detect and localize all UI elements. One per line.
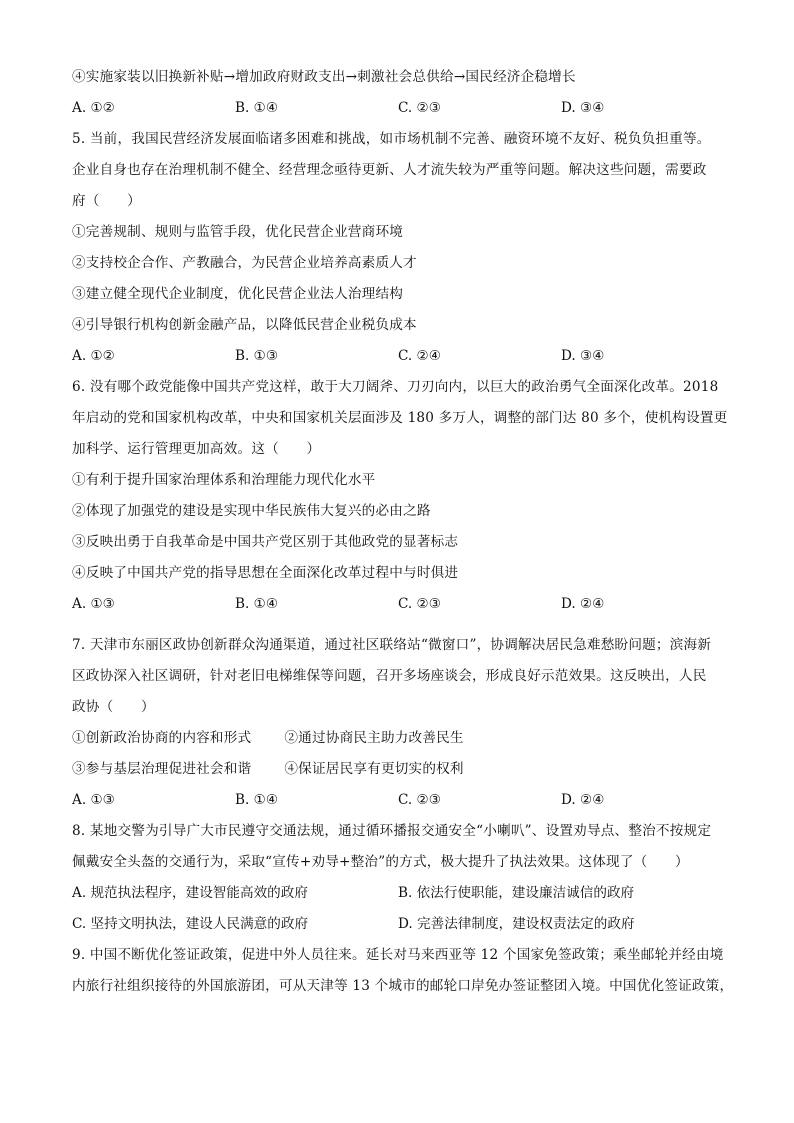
q7-option-a[interactable]: A. ①③ [72,792,115,808]
q5-statement-1: ①完善规制、规则与监管手段，优化民营企业营商环境 [72,224,404,240]
q7-statement-2: ②通过协商民主助力改善民生 [284,730,464,746]
q5-options [72,341,732,372]
q9-stem-line-1: 9. 中国不断优化签证政策，促进中外人员往来。延长对马来西亚等 12 个国家免签政策；乘坐邮轮并经由境 [72,947,724,963]
q7-stem-line-2: 区政协深入社区调研，针对老旧电梯维保等问题，召开多场座谈会，形成良好示范效果。这反映出，人民 [72,668,707,684]
q5-stem-line-2: 企业自身也存在治理机制不健全、经营理念亟待更新、人才流失较为严重等问题。解决这些问题，需要政 [72,162,707,178]
q6-options [72,589,732,620]
spacer [72,620,732,630]
q8-options-row-1 [72,878,732,909]
q8-option-b[interactable]: B. 依法行使职能，建设廉洁诚信的政府 [398,885,635,901]
q6-option-c[interactable]: C. ②③ [398,596,441,612]
q6-stem-line-2: 年启动的党和国家机构改革，中央和国家机关层面涉及 180 多万人，调整的部门达 80 多个，使机构设置更 [72,410,728,426]
q6-stem-line-1: 6. 没有哪个政党能像中国共产党这样，敢于大刀阔斧、刀刃向内，以巨大的政治勇气全面深化改革。2018 [72,379,719,395]
q5-option-c[interactable]: C. ②④ [398,348,441,364]
q7-option-d[interactable]: D. ②④ [561,792,605,808]
q6-statement-1: ①有利于提升国家治理体系和治理能力现代化水平 [72,472,376,488]
q4-option-d[interactable]: D. ③④ [561,100,605,116]
q7-statement-1: ①创新政治协商的内容和形式 [72,730,252,746]
q9-stem-line-2: 内旅行社组织接待的外国旅游团，可从天津等 13 个城市的邮轮口岸免办签证整团入境。中国优化签证政策， [72,978,734,994]
q8-options-row-2 [72,909,732,940]
q8-option-a[interactable]: A. 规范执法程序，建设智能高效的政府 [72,885,308,901]
q7-stem-line-1: 7. 天津市东丽区政协创新群众沟通渠道，通过社区联络站“微窗口”，协调解决居民急难愁盼问题；滨海新 [72,637,712,653]
q8-stem-line-2: 佩戴安全头盔的交通行为，采取“宣传+劝导+整治”的方式，极大提升了执法效果。这体现了（ ） [72,854,689,870]
q7-statement-4: ④保证居民享有更切实的权利 [284,761,464,777]
q4-option-c[interactable]: C. ②③ [398,100,441,116]
q6-statement-3: ③反映出勇于自我革命是中国共产党区别于其他政党的显著标志 [72,534,459,550]
q7-stem-line-3: 政协（ ） [72,699,155,715]
q6-statement-4: ④反映了中国共产党的指导思想在全面深化改革过程中与时俱进 [72,565,459,581]
q4-statement-4: ④实施家装以旧换新补贴→增加政府财政支出→刺激社会总供给→国民经济企稳增长 [72,69,576,85]
q5-stem-line-3: 府（ ） [72,193,141,209]
q7-options [72,785,732,816]
q6-stem-line-3: 加科学、运行管理更加高效。这（ ） [72,441,321,457]
q8-option-c[interactable]: C. 坚持文明执法，建设人民满意的政府 [72,916,309,932]
q4-options [72,93,732,124]
q5-option-d[interactable]: D. ③④ [561,348,605,364]
q4-option-a[interactable]: A. ①② [72,100,115,116]
q5-statement-3: ③建立健全现代企业制度，优化民营企业法人治理结构 [72,286,404,302]
q6-statement-2: ②体现了加强党的建设是实现中华民族伟大复兴的必由之路 [72,503,431,519]
q8-stem-line-1: 8. 某地交警为引导广大市民遵守交通法规，通过循环播报交通安全“小喇叭”、设置劝导点、整治不按规定 [72,823,712,839]
q5-statement-2: ②支持校企合作、产教融合，为民营企业培养高素质人才 [72,255,417,271]
q7-option-c[interactable]: C. ②③ [398,792,441,808]
exam-page [72,62,732,1002]
q5-stem-line-1: 5. 当前，我国民营经济发展面临诸多困难和挑战，如市场机制不完善、融资环境不友好、税负负担重等。 [72,131,711,147]
q5-option-b[interactable]: B. ①③ [235,348,279,364]
q7-statements-row-2 [72,754,732,785]
q6-option-b[interactable]: B. ①④ [235,596,279,612]
q8-option-d[interactable]: D. 完善法律制度，建设权责法定的政府 [398,916,635,932]
q4-option-b[interactable]: B. ①④ [235,100,279,116]
q6-option-a[interactable]: A. ①③ [72,596,115,612]
q5-statement-4: ④引导银行机构创新金融产品，以降低民营企业税负成本 [72,317,417,333]
q6-option-d[interactable]: D. ②④ [561,596,605,612]
q7-statements-row-1 [72,723,732,754]
q7-statement-3: ③参与基层治理促进社会和谐 [72,761,252,777]
q7-option-b[interactable]: B. ①④ [235,792,279,808]
q5-option-a[interactable]: A. ①② [72,348,115,364]
